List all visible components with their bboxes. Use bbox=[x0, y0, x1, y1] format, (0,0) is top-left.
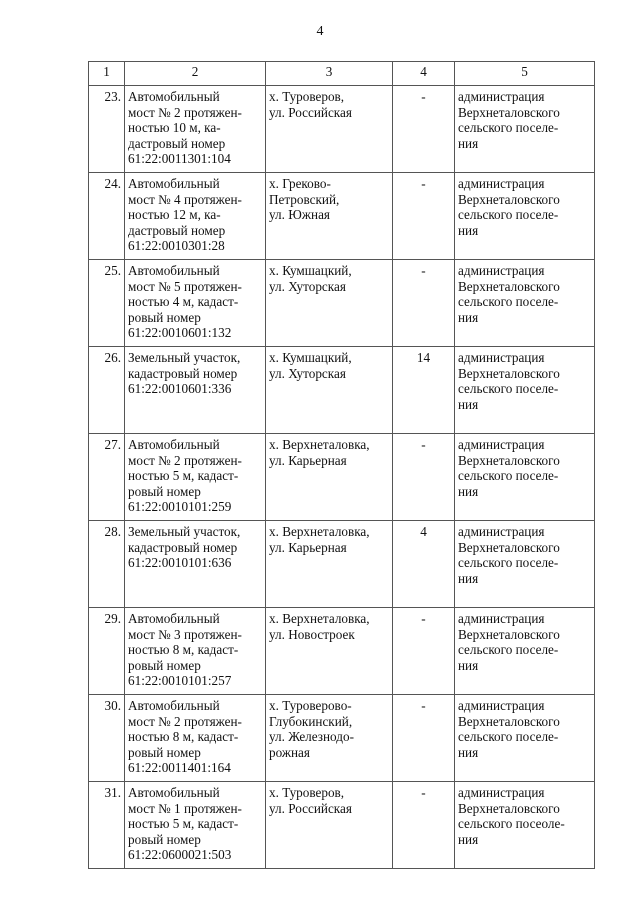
address-cell bbox=[266, 86, 393, 173]
owner-line: сельского поселе- bbox=[458, 120, 559, 136]
address-line: х. Туроверов, bbox=[269, 89, 345, 104]
property-registry-table bbox=[88, 61, 595, 869]
object-line: ровый номер bbox=[128, 483, 201, 499]
table-row bbox=[89, 434, 595, 521]
owner-line: ния bbox=[458, 396, 479, 412]
area-cell: - bbox=[393, 173, 455, 260]
address-cell bbox=[266, 434, 393, 521]
area-cell: 4 bbox=[393, 521, 455, 608]
column-header: 2 bbox=[125, 62, 266, 86]
area-cell: - bbox=[393, 86, 455, 173]
object-line: дастровый номер bbox=[128, 222, 226, 238]
object-line: ностью 12 м, ка- bbox=[128, 207, 221, 223]
address-line: х. Кумшацкий, bbox=[269, 350, 352, 365]
object-description-cell bbox=[125, 782, 266, 869]
owner-cell bbox=[455, 86, 595, 173]
row-number-cell: 27. bbox=[89, 434, 125, 521]
owner-cell bbox=[455, 173, 595, 260]
owner-line: сельского поселе- bbox=[458, 381, 559, 397]
column-header: 5 bbox=[455, 62, 595, 86]
object-description-cell bbox=[125, 86, 266, 173]
owner-line: ния bbox=[458, 135, 479, 151]
address-line: ул. Российская bbox=[269, 104, 352, 120]
object-line: ностью 5 м, кадаст- bbox=[128, 468, 239, 484]
owner-line: администрация bbox=[458, 89, 545, 104]
object-description-cell bbox=[125, 347, 266, 434]
address-line: х. Туроверово- bbox=[269, 698, 352, 713]
object-line: 61:22:0011301:104 bbox=[128, 151, 231, 167]
object-line: 61:22:0011401:164 bbox=[128, 760, 231, 776]
row-number-cell: 28. bbox=[89, 521, 125, 608]
object-line: ностью 4 м, кадаст- bbox=[128, 294, 239, 310]
area-cell: - bbox=[393, 260, 455, 347]
owner-line: администрация bbox=[458, 524, 545, 539]
owner-line: Верхнеталовского bbox=[458, 626, 560, 642]
object-line: мост № 1 протяжен- bbox=[128, 800, 242, 816]
object-line: Автомобильный bbox=[128, 437, 220, 452]
owner-line: ния bbox=[458, 309, 479, 325]
address-line: ул. Хуторская bbox=[269, 365, 346, 381]
owner-line: Верхнеталовского bbox=[458, 539, 560, 555]
owner-line: сельского поселе- bbox=[458, 294, 559, 310]
object-line: ровый номер bbox=[128, 744, 201, 760]
object-description-cell bbox=[125, 260, 266, 347]
address-line: Глубокинский, bbox=[269, 713, 353, 729]
table-row bbox=[89, 86, 595, 173]
object-line: Автомобильный bbox=[128, 89, 220, 104]
owner-cell bbox=[455, 260, 595, 347]
owner-line: сельского поселе- bbox=[458, 729, 559, 745]
row-number-cell: 30. bbox=[89, 695, 125, 782]
address-line: ул. Карьерная bbox=[269, 539, 347, 555]
area-cell: - bbox=[393, 782, 455, 869]
area-cell: 14 bbox=[393, 347, 455, 434]
object-line: кадастровый номер bbox=[128, 365, 238, 381]
row-number-cell: 31. bbox=[89, 782, 125, 869]
table-row bbox=[89, 173, 595, 260]
object-line: ностью 8 м, кадаст- bbox=[128, 642, 239, 658]
owner-cell bbox=[455, 521, 595, 608]
area-cell: - bbox=[393, 608, 455, 695]
object-line: ровый номер bbox=[128, 831, 201, 847]
owner-line: ния bbox=[458, 483, 479, 499]
object-line: 61:22:0010101:259 bbox=[128, 499, 232, 515]
object-line: 61:22:0010601:132 bbox=[128, 325, 232, 341]
owner-line: сельского поселе- bbox=[458, 555, 559, 571]
object-line: ностью 8 м, кадаст- bbox=[128, 729, 239, 745]
address-line: х. Верхнеталовка, bbox=[269, 437, 370, 452]
address-line: ул. Новостроек bbox=[269, 626, 355, 642]
owner-cell bbox=[455, 782, 595, 869]
column-header: 1 bbox=[89, 62, 125, 86]
address-cell bbox=[266, 173, 393, 260]
address-line: ул. Железнодо- bbox=[269, 729, 354, 745]
object-line: ровый номер bbox=[128, 309, 201, 325]
address-line: Петровский, bbox=[269, 191, 340, 207]
table-header-row bbox=[89, 62, 595, 86]
object-description-cell bbox=[125, 695, 266, 782]
address-cell bbox=[266, 695, 393, 782]
owner-line: администрация bbox=[458, 263, 545, 278]
owner-line: Верхнеталовского bbox=[458, 365, 560, 381]
page-number: 4 bbox=[316, 24, 324, 39]
object-line: кадастровый номер bbox=[128, 539, 238, 555]
owner-cell bbox=[455, 608, 595, 695]
row-number-cell: 29. bbox=[89, 608, 125, 695]
object-line: 61:22:0010601:336 bbox=[128, 381, 232, 397]
object-description-cell bbox=[125, 608, 266, 695]
object-line: мост № 2 протяжен- bbox=[128, 104, 242, 120]
owner-line: администрация bbox=[458, 785, 545, 800]
table-row bbox=[89, 521, 595, 608]
object-line: мост № 4 протяжен- bbox=[128, 191, 242, 207]
owner-line: Верхнеталовского bbox=[458, 713, 560, 729]
owner-line: администрация bbox=[458, 611, 545, 626]
object-line: Автомобильный bbox=[128, 698, 220, 713]
table-row bbox=[89, 782, 595, 869]
table-row bbox=[89, 260, 595, 347]
row-number-cell: 23. bbox=[89, 86, 125, 173]
object-line: ностью 5 м, кадаст- bbox=[128, 816, 239, 832]
owner-line: сельского поселе- bbox=[458, 207, 559, 223]
owner-line: Верхнеталовского bbox=[458, 278, 560, 294]
column-header: 3 bbox=[266, 62, 393, 86]
owner-line: администрация bbox=[458, 176, 545, 191]
address-line: х. Греково- bbox=[269, 176, 331, 191]
address-cell bbox=[266, 521, 393, 608]
object-line: Автомобильный bbox=[128, 176, 220, 191]
owner-line: Верхнеталовского bbox=[458, 800, 560, 816]
table-row bbox=[89, 608, 595, 695]
table-row bbox=[89, 347, 595, 434]
object-line: 61:22:0600021:503 bbox=[128, 847, 232, 863]
object-description-cell bbox=[125, 434, 266, 521]
object-line: Автомобильный bbox=[128, 263, 220, 278]
object-line: мост № 2 протяжен- bbox=[128, 713, 242, 729]
owner-line: ния bbox=[458, 222, 479, 238]
column-header: 4 bbox=[393, 62, 455, 86]
object-line: Автомобильный bbox=[128, 785, 220, 800]
row-number-cell: 24. bbox=[89, 173, 125, 260]
object-description-cell bbox=[125, 521, 266, 608]
object-line: мост № 3 протяжен- bbox=[128, 626, 242, 642]
row-number-cell: 25. bbox=[89, 260, 125, 347]
owner-line: администрация bbox=[458, 437, 545, 452]
owner-line: ния bbox=[458, 831, 479, 847]
address-line: х. Верхнеталовка, bbox=[269, 611, 370, 626]
owner-line: ния bbox=[458, 570, 479, 586]
address-cell bbox=[266, 347, 393, 434]
area-cell: - bbox=[393, 434, 455, 521]
owner-line: сельского поселе- bbox=[458, 468, 559, 484]
address-line: х. Верхнеталовка, bbox=[269, 524, 370, 539]
object-line: 61:22:0010101:636 bbox=[128, 555, 232, 571]
owner-line: сельского посеоле- bbox=[458, 816, 565, 832]
object-description-cell bbox=[125, 173, 266, 260]
owner-line: Верхнеталовского bbox=[458, 452, 560, 468]
address-cell bbox=[266, 260, 393, 347]
address-line: х. Туроверов, bbox=[269, 785, 345, 800]
owner-line: Верхнеталовского bbox=[458, 191, 560, 207]
table-row bbox=[89, 695, 595, 782]
owner-line: Верхнеталовского bbox=[458, 104, 560, 120]
address-line: х. Кумшацкий, bbox=[269, 263, 352, 278]
address-line: рожная bbox=[269, 744, 310, 760]
owner-line: администрация bbox=[458, 350, 545, 365]
object-line: Земельный участок, bbox=[128, 524, 241, 539]
object-line: Земельный участок, bbox=[128, 350, 241, 365]
owner-line: ния bbox=[458, 657, 479, 673]
address-cell bbox=[266, 782, 393, 869]
address-line: ул. Южная bbox=[269, 207, 330, 223]
owner-line: сельского поселе- bbox=[458, 642, 559, 658]
object-line: 61:22:0010301:28 bbox=[128, 238, 225, 254]
object-line: мост № 2 протяжен- bbox=[128, 452, 242, 468]
object-line: дастровый номер bbox=[128, 135, 226, 151]
object-line: 61:22:0010101:257 bbox=[128, 673, 232, 689]
owner-cell bbox=[455, 434, 595, 521]
object-line: Автомобильный bbox=[128, 611, 220, 626]
area-cell: - bbox=[393, 695, 455, 782]
address-line: ул. Хуторская bbox=[269, 278, 346, 294]
owner-line: администрация bbox=[458, 698, 545, 713]
object-line: мост № 5 протяжен- bbox=[128, 278, 242, 294]
address-cell bbox=[266, 608, 393, 695]
owner-cell bbox=[455, 695, 595, 782]
address-line: ул. Российская bbox=[269, 800, 352, 816]
object-line: ностью 10 м, ка- bbox=[128, 120, 221, 136]
owner-cell bbox=[455, 347, 595, 434]
row-number-cell: 26. bbox=[89, 347, 125, 434]
owner-line: ния bbox=[458, 744, 479, 760]
object-line: ровый номер bbox=[128, 657, 201, 673]
address-line: ул. Карьерная bbox=[269, 452, 347, 468]
